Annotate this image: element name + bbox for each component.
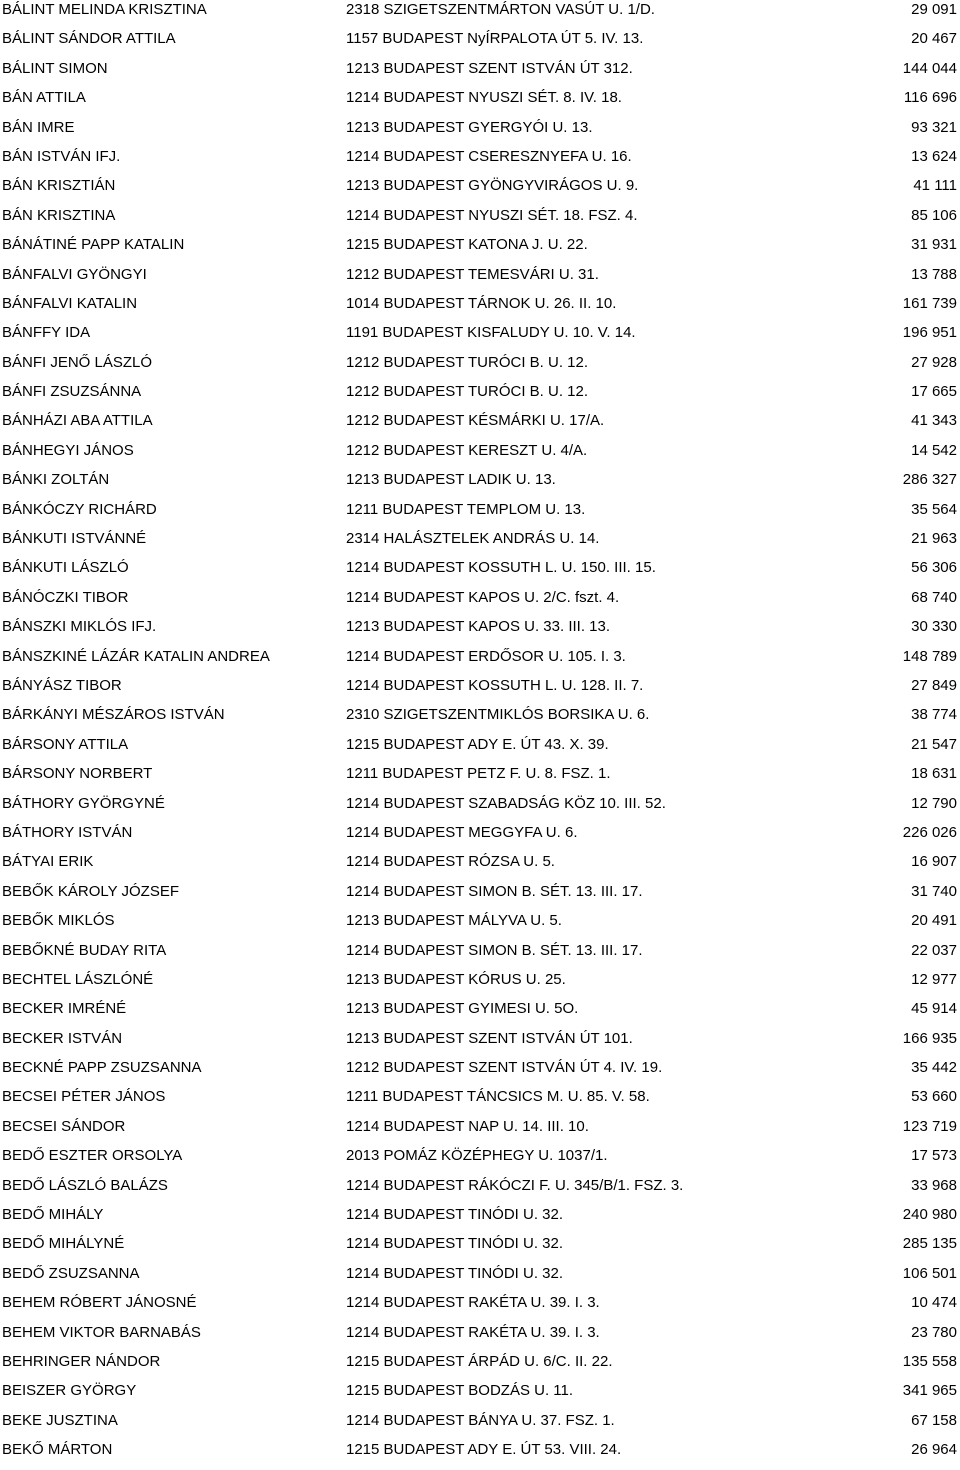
person-address: 2013 POMÁZ KÖZÉPHEGY U. 1037/1. xyxy=(346,1147,608,1165)
person-name: BÁNSZKI MIKLÓS IFJ. xyxy=(2,618,157,636)
person-name: BECSEI PÉTER JÁNOS xyxy=(2,1088,166,1106)
person-name: BÁLINT MELINDA KRISZTINA xyxy=(2,1,207,18)
person-address: 1213 BUDAPEST SZENT ISTVÁN ÚT 101. xyxy=(346,1029,633,1047)
list-item xyxy=(0,470,960,499)
list-item xyxy=(0,1264,960,1293)
person-address: 1214 BUDAPEST ERDŐSOR U. 105. I. 3. xyxy=(346,647,626,665)
person-address: 1213 BUDAPEST SZENT ISTVÁN ÚT 312. xyxy=(346,59,633,77)
list-item xyxy=(0,941,960,970)
person-name: BÁN IMRE xyxy=(2,118,75,136)
list-item xyxy=(0,1146,960,1175)
person-address: 1157 BUDAPEST NyÍRPALOTA ÚT 5. IV. 13. xyxy=(346,30,644,48)
amount-value: 226 026 xyxy=(902,823,957,841)
amount-value: 93 321 xyxy=(911,118,957,136)
person-address: 1214 BUDAPEST TINÓDI U. 32. xyxy=(346,1206,564,1224)
person-name: BEBŐK KÁROLY JÓZSEF xyxy=(2,882,179,900)
person-address: 1215 BUDAPEST ADY E. ÚT 53. VIII. 24. xyxy=(346,1441,622,1459)
list-item xyxy=(0,1352,960,1381)
list-item xyxy=(0,29,960,58)
list-item xyxy=(0,176,960,205)
amount-value: 23 780 xyxy=(911,1323,957,1341)
person-address: 1214 BUDAPEST TINÓDI U. 32. xyxy=(346,1264,564,1282)
amount-value: 240 980 xyxy=(902,1206,957,1224)
person-address: 1215 BUDAPEST BODZÁS U. 11. xyxy=(346,1382,574,1400)
person-address: 1213 BUDAPEST MÁLYVA U. 5. xyxy=(346,912,562,930)
amount-value: 16 907 xyxy=(911,853,957,871)
person-name: BÁN KRISZTINA xyxy=(2,206,116,224)
amount-value: 38 774 xyxy=(911,706,957,724)
person-name: BEDŐ ZSUZSANNA xyxy=(2,1264,140,1282)
amount-value: 144 044 xyxy=(902,59,957,77)
person-name: BÁNFI ZSUZSÁNNA xyxy=(2,383,142,401)
amount-value: 13 624 xyxy=(911,147,957,165)
person-name: BEDŐ LÁSZLÓ BALÁZS xyxy=(2,1176,168,1194)
person-address: 1212 BUDAPEST TEMESVÁRI U. 31. xyxy=(346,265,599,283)
person-name: BÁNKI ZOLTÁN xyxy=(2,471,110,489)
person-name: BÁTYAI ERIK xyxy=(2,853,94,871)
person-address: 1211 BUDAPEST TÁNCSICS M. U. 85. V. 58. xyxy=(346,1088,650,1106)
list-item xyxy=(0,558,960,587)
list-item xyxy=(0,1440,960,1469)
amount-value: 53 660 xyxy=(911,1088,957,1106)
amount-value: 116 696 xyxy=(903,89,957,107)
amount-value: 26 964 xyxy=(911,1441,957,1459)
person-name: BÁNÁTINÉ PAPP KATALIN xyxy=(2,236,185,254)
person-address: 1212 BUDAPEST TURÓCI B. U. 12. xyxy=(346,383,589,401)
person-name: BÁTHORY ISTVÁN xyxy=(2,823,133,841)
person-name: BÁN ISTVÁN IFJ. xyxy=(2,147,121,165)
amount-value: 31 931 xyxy=(911,236,957,254)
person-name: BÁNÓCZKI TIBOR xyxy=(2,588,129,606)
amount-value: 21 547 xyxy=(911,735,957,753)
amount-value: 20 491 xyxy=(911,912,957,930)
person-name: BÁNKUTI ISTVÁNNÉ xyxy=(2,530,147,548)
person-address: 1214 BUDAPEST BÁNYA U. 37. FSZ. 1. xyxy=(346,1411,615,1429)
person-name: BÁNHÁZI ABA ATTILA xyxy=(2,412,153,430)
person-address: 1214 BUDAPEST KOSSUTH L. U. 128. II. 7. xyxy=(346,676,644,694)
amount-value: 18 631 xyxy=(911,765,957,783)
person-name: BÁRSONY ATTILA xyxy=(2,735,129,753)
list-item xyxy=(0,705,960,734)
list-item xyxy=(0,1029,960,1058)
amount-value: 14 542 xyxy=(911,441,957,459)
person-address: 2318 SZIGETSZENTMÁRTON VASÚT U. 1/D. xyxy=(346,1,655,18)
list-item xyxy=(0,1381,960,1410)
amount-value: 135 558 xyxy=(902,1352,957,1370)
list-item xyxy=(0,735,960,764)
person-name: BÁNFI JENŐ LÁSZLÓ xyxy=(2,353,153,371)
person-name: BÁNFALVI KATALIN xyxy=(2,294,138,312)
person-name: BÁLINT SIMON xyxy=(2,59,108,77)
list-item xyxy=(0,1323,960,1352)
person-name: BECKER ISTVÁN xyxy=(2,1029,123,1047)
person-name: BÁNFFY IDA xyxy=(2,324,91,342)
person-address: 1212 BUDAPEST KÉSMÁRKI U. 17/A. xyxy=(346,412,605,430)
list-item xyxy=(0,617,960,646)
list-item xyxy=(0,500,960,529)
amount-value: 166 935 xyxy=(902,1029,957,1047)
person-address: 1213 BUDAPEST LADIK U. 13. xyxy=(346,471,556,489)
list-item xyxy=(0,1087,960,1116)
amount-value: 12 977 xyxy=(911,970,957,988)
amount-value: 68 740 xyxy=(911,588,957,606)
list-item xyxy=(0,970,960,999)
person-address: 1214 BUDAPEST NYUSZI SÉT. 8. IV. 18. xyxy=(346,89,622,107)
person-address: 1214 BUDAPEST SZABADSÁG KÖZ 10. III. 52. xyxy=(346,794,666,812)
amount-value: 33 968 xyxy=(911,1176,957,1194)
person-address: 1211 BUDAPEST PETZ F. U. 8. FSZ. 1. xyxy=(346,765,611,783)
person-address: 2310 SZIGETSZENTMIKLÓS BORSIKA U. 6. xyxy=(346,706,650,724)
person-address: 1214 BUDAPEST SIMON B. SÉT. 13. III. 17. xyxy=(346,941,643,959)
list-item xyxy=(0,1176,960,1205)
person-name: BEISZER GYÖRGY xyxy=(2,1382,137,1400)
amount-value: 148 789 xyxy=(902,647,957,665)
list-item xyxy=(0,353,960,382)
person-name: BÁN ATTILA xyxy=(2,89,86,107)
person-address: 1215 BUDAPEST KATONA J. U. 22. xyxy=(346,236,588,254)
list-item xyxy=(0,647,960,676)
amount-value: 10 474 xyxy=(911,1294,957,1312)
amount-value: 17 573 xyxy=(911,1147,957,1165)
amount-value: 161 739 xyxy=(902,294,957,312)
list-item xyxy=(0,147,960,176)
amount-value: 196 951 xyxy=(902,324,957,342)
amount-value: 20 467 xyxy=(911,30,957,48)
person-address: 1014 BUDAPEST TÁRNOK U. 26. II. 10. xyxy=(346,294,617,312)
person-address: 1191 BUDAPEST KISFALUDY U. 10. V. 14. xyxy=(346,324,636,342)
person-name: BEDŐ ESZTER ORSOLYA xyxy=(2,1147,183,1165)
person-address: 1215 BUDAPEST ADY E. ÚT 43. X. 39. xyxy=(346,735,609,753)
person-address: 1214 BUDAPEST RAKÉTA U. 39. I. 3. xyxy=(346,1323,600,1341)
person-address: 1214 BUDAPEST RAKÉTA U. 39. I. 3. xyxy=(346,1294,600,1312)
person-name: BEDŐ MIHÁLY xyxy=(2,1206,104,1224)
person-address: 1215 BUDAPEST ÁRPÁD U. 6/C. II. 22. xyxy=(346,1352,613,1370)
list-item xyxy=(0,206,960,235)
person-name: BÁRKÁNYI MÉSZÁROS ISTVÁN xyxy=(2,706,225,724)
list-item xyxy=(0,999,960,1028)
list-item xyxy=(0,882,960,911)
amount-value: 21 963 xyxy=(911,530,957,548)
person-address: 1212 BUDAPEST KERESZT U. 4/A. xyxy=(346,441,588,459)
list-item xyxy=(0,294,960,323)
list-item xyxy=(0,0,960,29)
amount-value: 17 665 xyxy=(911,383,957,401)
person-name: BEHEM RÓBERT JÁNOSNÉ xyxy=(2,1294,197,1312)
person-address: 1214 BUDAPEST RÓZSA U. 5. xyxy=(346,853,555,871)
person-name: BEHEM VIKTOR BARNABÁS xyxy=(2,1323,201,1341)
person-name: BEDŐ MIHÁLYNÉ xyxy=(2,1235,125,1253)
amount-value: 56 306 xyxy=(911,559,957,577)
person-address: 1213 BUDAPEST KAPOS U. 33. III. 13. xyxy=(346,618,611,636)
amount-value: 27 928 xyxy=(911,353,957,371)
list-item xyxy=(0,1411,960,1440)
person-address: 1214 BUDAPEST NYUSZI SÉT. 18. FSZ. 4. xyxy=(346,206,638,224)
person-address: 1213 BUDAPEST GYÖNGYVIRÁGOS U. 9. xyxy=(346,177,639,195)
amount-value: 31 740 xyxy=(911,882,957,900)
person-address: 1214 BUDAPEST SIMON B. SÉT. 13. III. 17. xyxy=(346,882,643,900)
person-address: 1213 BUDAPEST GYERGYÓI U. 13. xyxy=(346,118,593,136)
amount-value: 106 501 xyxy=(902,1264,957,1282)
person-name: BEBŐKNÉ BUDAY RITA xyxy=(2,941,167,959)
list-item xyxy=(0,911,960,940)
person-name: BÁRSONY NORBERT xyxy=(2,765,153,783)
amount-value: 27 849 xyxy=(911,676,957,694)
person-address: 1214 BUDAPEST RÁKÓCZI F. U. 345/B/1. FSZ. 3. xyxy=(346,1176,684,1194)
list-item xyxy=(0,823,960,852)
list-item xyxy=(0,118,960,147)
list-item xyxy=(0,529,960,558)
amount-value: 35 442 xyxy=(911,1059,957,1077)
amount-value: 41 111 xyxy=(913,177,957,195)
person-address: 2314 HALÁSZTELEK ANDRÁS U. 14. xyxy=(346,530,600,548)
list-item xyxy=(0,88,960,117)
person-address: 1211 BUDAPEST TEMPLOM U. 13. xyxy=(346,500,586,518)
person-name: BÁNKUTI LÁSZLÓ xyxy=(2,559,129,577)
person-name: BECHTEL LÁSZLÓNÉ xyxy=(2,970,154,988)
person-name: BECKNÉ PAPP ZSUZSANNA xyxy=(2,1059,202,1077)
amount-value: 13 788 xyxy=(911,265,957,283)
person-address: 1214 BUDAPEST NAP U. 14. III. 10. xyxy=(346,1117,589,1135)
list-item xyxy=(0,1293,960,1322)
person-address: 1213 BUDAPEST GYIMESI U. 5O. xyxy=(346,1000,579,1018)
list-item xyxy=(0,1117,960,1146)
person-address: 1214 BUDAPEST KAPOS U. 2/C. fszt. 4. xyxy=(346,588,620,606)
person-name: BÁLINT SÁNDOR ATTILA xyxy=(2,30,176,48)
amount-value: 12 790 xyxy=(911,794,957,812)
person-name: BEBŐK MIKLÓS xyxy=(2,912,115,930)
list-item xyxy=(0,764,960,793)
amount-value: 67 158 xyxy=(911,1411,957,1429)
person-name: BEHRINGER NÁNDOR xyxy=(2,1352,161,1370)
person-address: 1214 BUDAPEST TINÓDI U. 32. xyxy=(346,1235,564,1253)
list-item xyxy=(0,1058,960,1087)
person-name: BÁNHEGYI JÁNOS xyxy=(2,441,134,459)
list-item xyxy=(0,676,960,705)
person-address: 1214 BUDAPEST MEGGYFA U. 6. xyxy=(346,823,578,841)
amount-value: 35 564 xyxy=(911,500,957,518)
person-address: 1214 BUDAPEST KOSSUTH L. U. 150. III. 15. xyxy=(346,559,656,577)
amount-value: 286 327 xyxy=(902,471,957,489)
list-item xyxy=(0,794,960,823)
person-address: 1212 BUDAPEST SZENT ISTVÁN ÚT 4. IV. 19. xyxy=(346,1059,663,1077)
list-item xyxy=(0,323,960,352)
person-address: 1213 BUDAPEST KÓRUS U. 25. xyxy=(346,970,566,988)
list-item xyxy=(0,852,960,881)
person-name: BECKER IMRÉNÉ xyxy=(2,1000,127,1018)
person-name: BÁTHORY GYÖRGYNÉ xyxy=(2,794,165,812)
list-item xyxy=(0,588,960,617)
person-name: BEKE JUSZTINA xyxy=(2,1411,118,1429)
person-name: BECSEI SÁNDOR xyxy=(2,1117,126,1135)
amount-value: 30 330 xyxy=(911,618,957,636)
amount-value: 22 037 xyxy=(911,941,957,959)
amount-value: 45 914 xyxy=(911,1000,957,1018)
amount-value: 341 965 xyxy=(902,1382,957,1400)
person-name: BÁNSZKINÉ LÁZÁR KATALIN ANDREA xyxy=(2,647,270,665)
person-name: BÁNFALVI GYÖNGYI xyxy=(2,265,147,283)
list-item xyxy=(0,1234,960,1263)
list-item xyxy=(0,59,960,88)
list-item xyxy=(0,1205,960,1234)
amount-value: 85 106 xyxy=(911,206,957,224)
list-item xyxy=(0,441,960,470)
person-name: BÁNKÓCZY RICHÁRD xyxy=(2,500,157,518)
amount-value: 29 091 xyxy=(911,1,957,18)
list-item xyxy=(0,235,960,264)
amount-value: 41 343 xyxy=(911,412,957,430)
list-item xyxy=(0,382,960,411)
list-item xyxy=(0,265,960,294)
amount-value: 123 719 xyxy=(902,1117,957,1135)
person-name: BÁN KRISZTIÁN xyxy=(2,177,116,195)
person-name: BEKŐ MÁRTON xyxy=(2,1441,113,1459)
person-address: 1214 BUDAPEST CSERESZNYEFA U. 16. xyxy=(346,147,632,165)
list-item xyxy=(0,411,960,440)
person-address: 1212 BUDAPEST TURÓCI B. U. 12. xyxy=(346,353,589,371)
amount-value: 285 135 xyxy=(902,1235,957,1253)
person-name: BÁNYÁSZ TIBOR xyxy=(2,676,122,694)
